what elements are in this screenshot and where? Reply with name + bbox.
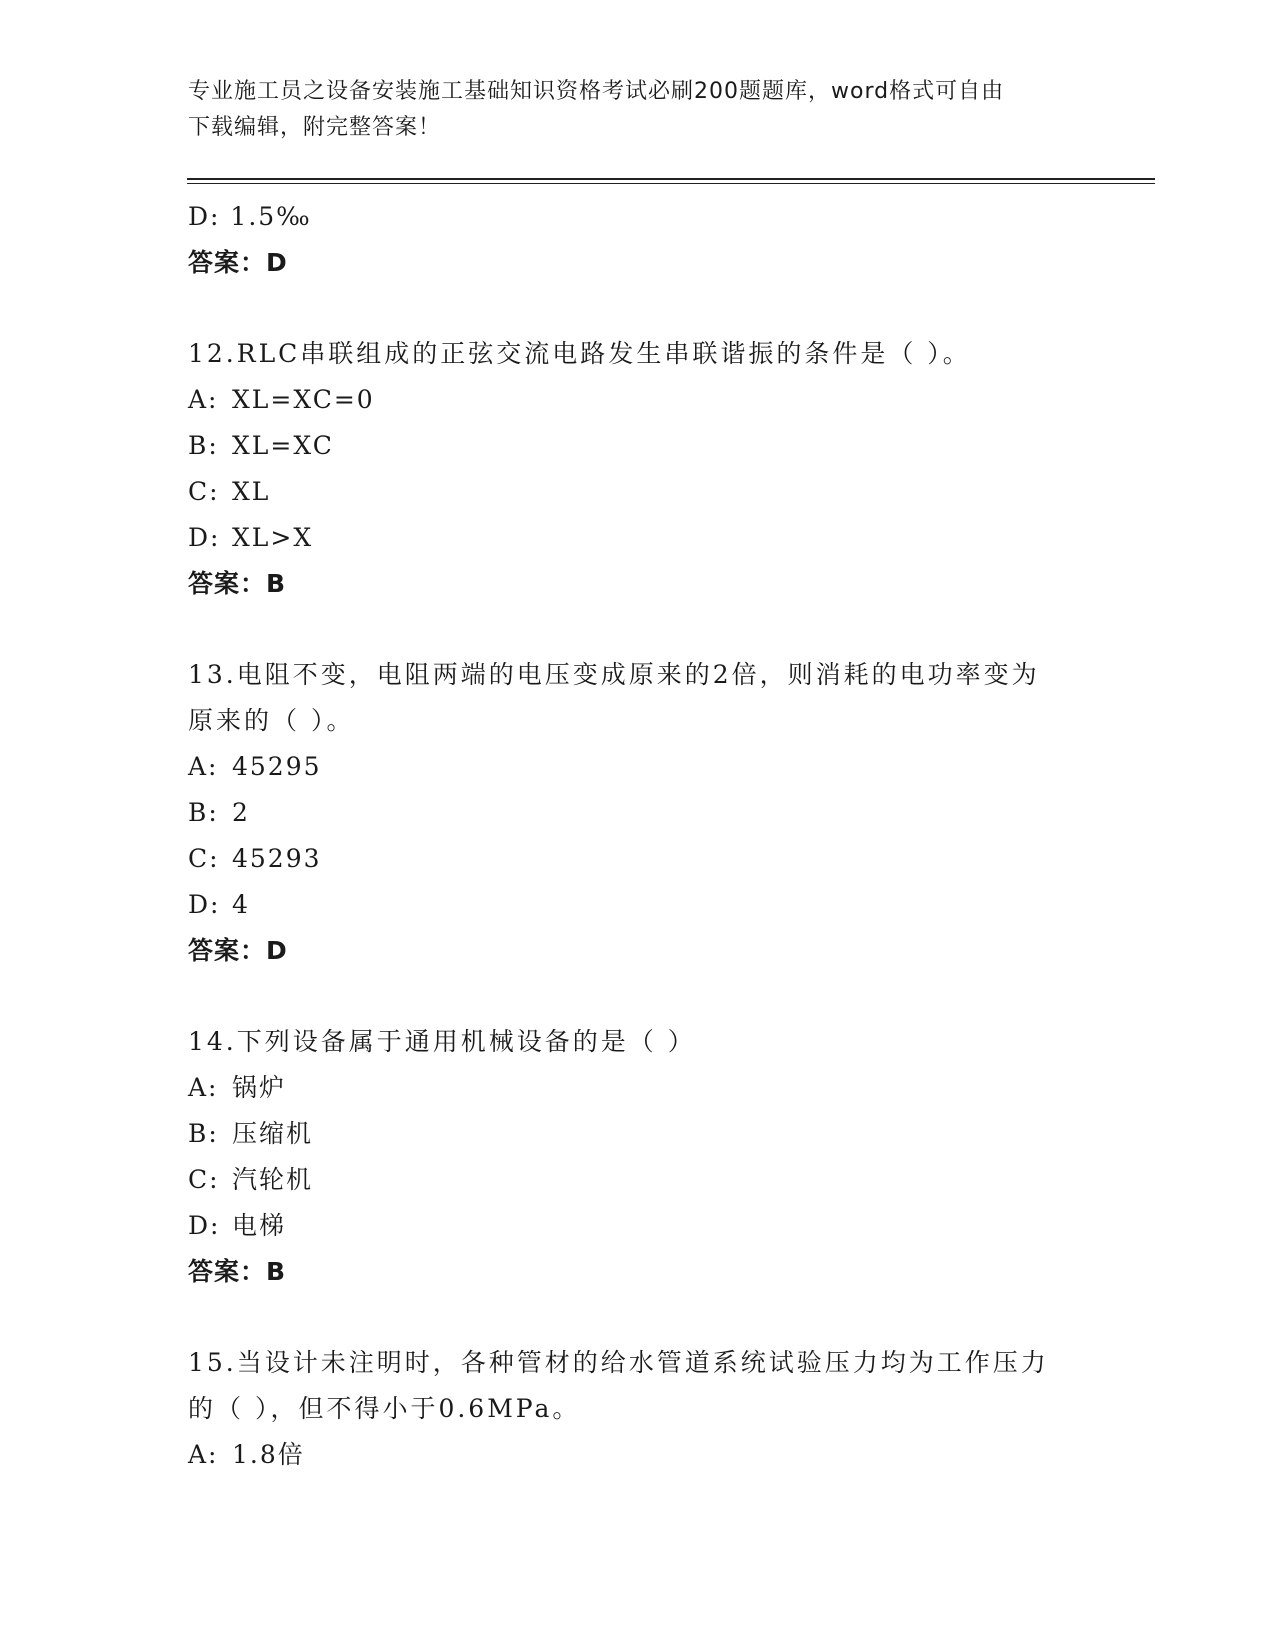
- question-block: [188, 1019, 1088, 1295]
- option-letter: D:: [188, 1211, 221, 1240]
- option-text: 压缩机: [232, 1119, 314, 1148]
- option-letter: A:: [188, 1440, 219, 1469]
- question-text-cont: 原来的（ ）。: [188, 706, 355, 735]
- option-text: XL>X: [232, 523, 314, 552]
- option-b: [188, 1111, 1088, 1157]
- option-text: 锅炉: [232, 1073, 287, 1102]
- answer-line: 答案：B: [188, 569, 287, 598]
- header-divider-thin: [187, 183, 1155, 184]
- option-letter: A:: [188, 385, 219, 414]
- question-text: 14.下列设备属于通用机械设备的是（ ）: [188, 1027, 696, 1056]
- option-text: 1.8倍: [232, 1440, 305, 1469]
- option-letter: B:: [188, 1119, 219, 1148]
- option-text: 电梯: [232, 1211, 287, 1240]
- question-block: [188, 1340, 1088, 1478]
- option-text: 汽轮机: [232, 1165, 314, 1194]
- option-text: 45295: [232, 752, 322, 781]
- option-letter: C:: [188, 844, 220, 873]
- option-c: [188, 469, 1088, 515]
- option-b: [188, 790, 1088, 836]
- option-letter: D:: [188, 523, 221, 552]
- answer-line: 答案：B: [188, 1257, 287, 1286]
- question-content: [188, 194, 1088, 1478]
- option-b: [188, 423, 1088, 469]
- option-a: [188, 1065, 1088, 1111]
- header-line-1: 专业施工员之设备安装施工基础知识资格考试必刷200题题库，word格式可自由: [188, 79, 1005, 104]
- option-text: 2: [232, 798, 250, 827]
- option-text: XL=XC=0: [232, 385, 375, 414]
- option-letter: C:: [188, 1165, 220, 1194]
- option-text: 45293: [232, 844, 322, 873]
- option-a: [188, 744, 1088, 790]
- question-text: 12.RLC串联组成的正弦交流电路发生串联谐振的条件是（ ）。: [188, 339, 971, 368]
- option-letter: C:: [188, 477, 220, 506]
- option-d: [188, 882, 1088, 928]
- spacer: [188, 607, 1088, 652]
- option-letter: A:: [188, 752, 219, 781]
- option-a: [188, 377, 1088, 423]
- option-text: 4: [232, 890, 250, 919]
- header-line-2: 下载编辑，附完整答案！: [188, 115, 442, 140]
- prev-option-d: D: 1.5‰: [188, 202, 312, 231]
- question-text: 15.当设计未注明时，各种管材的给水管道系统试验压力均为工作压力: [188, 1348, 1049, 1377]
- option-d: [188, 515, 1088, 561]
- option-c: [188, 836, 1088, 882]
- header-divider-thick: [187, 178, 1155, 180]
- prev-answer: 答案：D: [188, 248, 288, 277]
- spacer: [188, 974, 1088, 1019]
- question-block: [188, 331, 1088, 607]
- option-a: [188, 1432, 1088, 1478]
- spacer: [188, 286, 1088, 331]
- spacer: [188, 1295, 1088, 1340]
- option-text: XL: [232, 477, 271, 506]
- option-letter: A:: [188, 1073, 219, 1102]
- question-text-cont: 的（ ），但不得小于0.6MPa。: [188, 1394, 581, 1423]
- document-header: [188, 74, 1068, 146]
- option-c: [188, 1157, 1088, 1203]
- option-text: XL=XC: [232, 431, 334, 460]
- answer-line: 答案：D: [188, 936, 288, 965]
- option-letter: B:: [188, 431, 219, 460]
- question-text: 13.电阻不变，电阻两端的电压变成原来的2倍，则消耗的电功率变为: [188, 660, 1040, 689]
- option-letter: B:: [188, 798, 219, 827]
- option-d: [188, 1203, 1088, 1249]
- question-block: [188, 652, 1088, 974]
- option-letter: D:: [188, 890, 221, 919]
